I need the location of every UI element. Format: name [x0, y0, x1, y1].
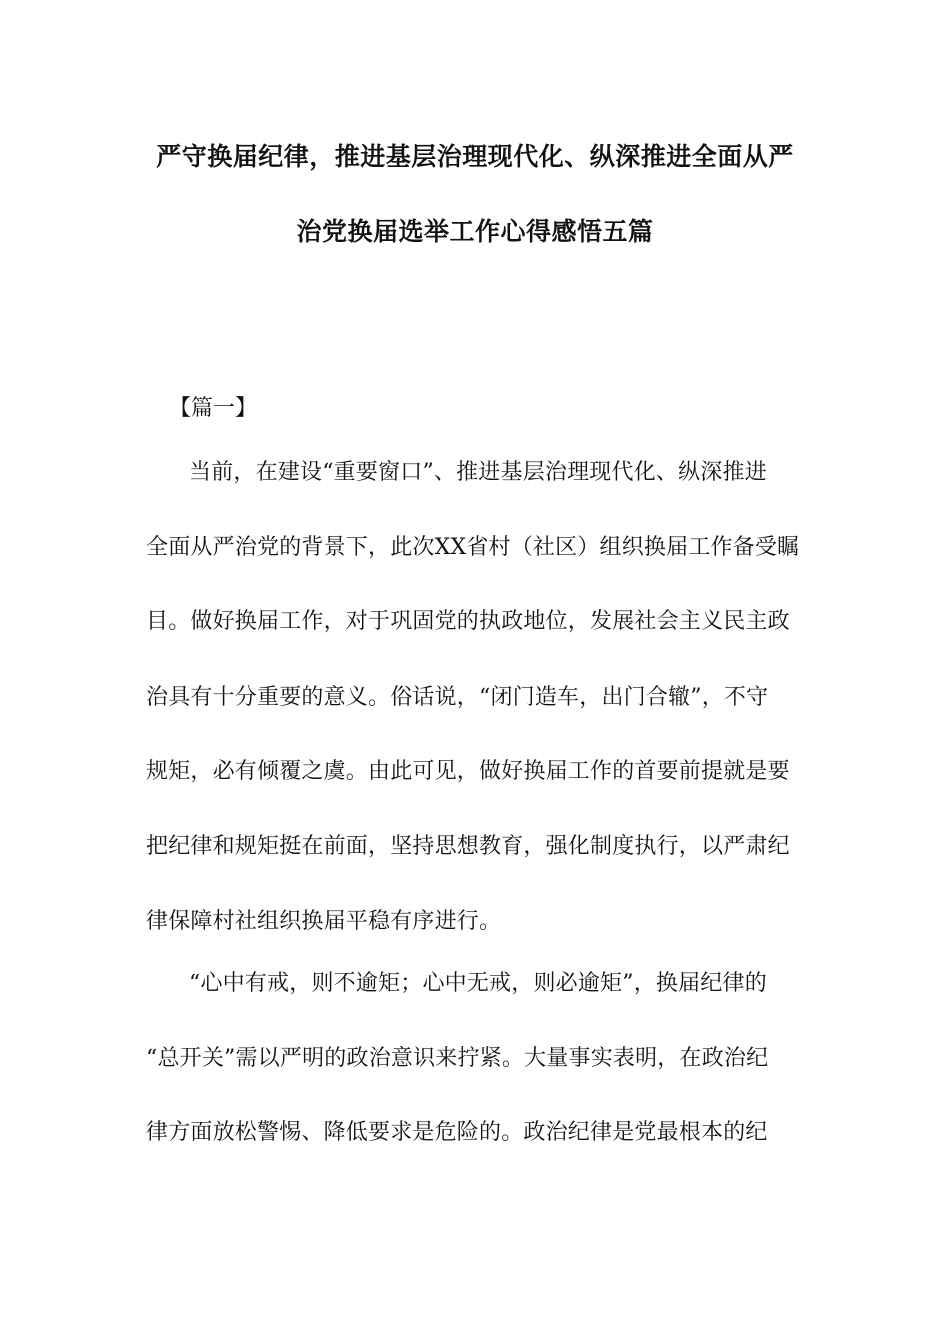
paragraph-line: 全面从严治党的背景下，此次XX省村（社区）组织换届工作备受瞩 [146, 535, 800, 560]
paragraph-line: 规矩，必有倾覆之虞。由此可见，做好换届工作的首要前提就是要 [146, 759, 790, 784]
paragraph-line: 律方面放松警惕、降低要求是危险的。政治纪律是党最根本的纪 [146, 1120, 768, 1145]
section-label: 【篇一】 [169, 396, 258, 421]
paragraph-line: 律保障村社组织换届平稳有序进行。 [146, 909, 502, 934]
paragraph-line: 把纪律和规矩挺在前面，坚持思想教育，强化制度执行，以严肃纪 [146, 834, 790, 859]
document-title-line-1: 严守换届纪律，推进基层治理现代化、纵深推进全面从严 [156, 142, 794, 171]
paragraph-line: 目。做好换届工作，对于巩固党的执政地位，发展社会主义民主政 [146, 609, 790, 634]
paragraph-line: 当前，在建设“重要窗口”、推进基层治理现代化、纵深推进 [189, 460, 767, 485]
document-title-line-2: 治党换届选举工作心得感悟五篇 [296, 217, 654, 246]
paragraph-line: 治具有十分重要的意义。俗话说，“闭门造车，出门合辙”，不守 [146, 685, 769, 710]
paragraph-line: “总开关”需以严明的政治意识来拧紧。大量事实表明，在政治纪 [146, 1046, 769, 1071]
paragraph-line: “心中有戒，则不逾矩；心中无戒，则必逾矩”，换届纪律的 [189, 971, 767, 996]
